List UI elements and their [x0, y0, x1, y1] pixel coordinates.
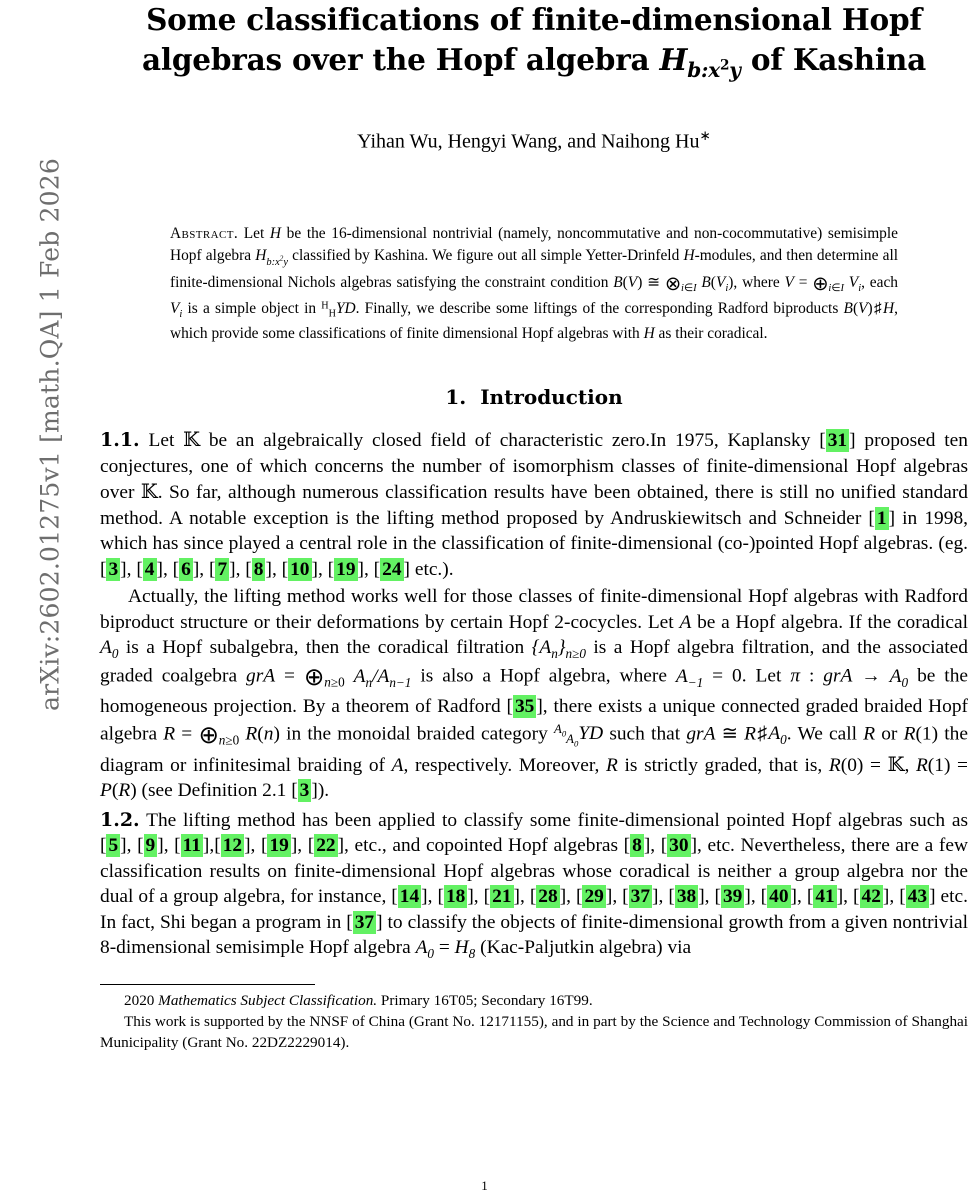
citation-19[interactable]: 19 [336, 558, 356, 580]
citation-37[interactable]: 37 [630, 886, 651, 908]
paragraph-number-1-1: 1.1. [100, 429, 140, 452]
citation-14[interactable]: 14 [399, 886, 420, 908]
citation-10[interactable]: 10 [290, 558, 310, 580]
math-A0-ydcat: $^{A_0}_{A_0}$YD [553, 722, 604, 749]
title-line-2: algebras over the Hopf algebra $H_{b:x^2y}$ of Kashina [141, 41, 927, 82]
paragraph-actually: Actually, the lifting method works well for those classes of finite-dimensional Hopf algebras with Radford biproduct structure or their deformations by certain Hopf 2-cocycles. Let A be a Hopf algebra. If the coradical $A_0$ is a Hopf subalgebra, then the coradical filtration $\{A_n\}_{n\ge 0}$ is a Hopf algebra filtration, and the associated graded coalgebra grA = $\oplus_{n\ge 0}$ $A_n/A_{n-1}$ is also a Hopf algebra, where $A_{-1} = 0$. Let π : grA → $A_0$ be the homogeneous projection. By a theorem of Radford [ 35 ], there exists a unique connected graded braided Hopf algebra $R = \oplus_{n\ge 0}$ R(n) in the monoidal braided category $^{A_0}_{A_0}$YD such that grA ≅ $R♯A_0$. We call R or R(1) the diagram or infinitesimal braiding of A, respectively. Moreover, R is strictly graded, that is, R(0) = 𝕂, R(1) = P(R) (see Definition 2.1 [ 3 ]). [100, 586, 968, 802]
page-number: 1 [481, 1178, 488, 1193]
citation-12[interactable]: 12 [222, 835, 243, 857]
citation-3b[interactable]: 3 [299, 780, 310, 802]
citation-22[interactable]: 22 [316, 835, 336, 857]
abstract-math-biproduct: B(V)♯H [843, 300, 895, 318]
citation-7[interactable]: 7 [217, 558, 228, 580]
citation-8b[interactable]: 8 [632, 835, 642, 857]
citation-43[interactable]: 43 [907, 886, 928, 908]
citation-6[interactable]: 6 [181, 558, 191, 580]
citation-3[interactable]: 3 [108, 558, 119, 580]
citation-4[interactable]: 4 [144, 558, 155, 580]
section-heading: 1. Introduction [445, 385, 623, 410]
citation-24[interactable]: 24 [382, 558, 402, 580]
abstract-label: Abstract. [170, 225, 239, 243]
citation-5[interactable]: 5 [108, 835, 119, 857]
citation-28[interactable]: 28 [538, 886, 558, 908]
citation-35[interactable]: 35 [514, 696, 535, 718]
citation-42[interactable]: 42 [861, 886, 881, 908]
citation-18[interactable]: 18 [445, 886, 466, 908]
citation-37b[interactable]: 37 [354, 911, 375, 933]
math-grA: grA [246, 665, 276, 687]
title-math-sub: b:x2y [687, 57, 741, 82]
footnote-divider [100, 984, 315, 985]
citation-40[interactable]: 40 [769, 886, 789, 908]
author-footnote-marker: ∗ [699, 127, 711, 143]
arxiv-stamp: arXiv:2602.01275v1 [math.QA] 1 Feb 2026 [35, 158, 65, 711]
abstract: Abstract. Let H be the 16-dimensional nontrivial (namely, noncommutative and non-cocommutative) semisimple Hopf algebra $H_{b:x^2y}$ classified by Kashina. We figure out all simple Yetter-Drinfeld H-modules, and then determine all finite-dimensional Nichols algebras satisfying the constraint condition B(V) ≅ $\otimes_{i\in I}$ $B(V_i)$, where $V = \oplus_{i\in I}$ $V_i$, each $V_i$ is a simple object in $^H_H$YD. Finally, we describe some liftings of the corresponding Radford biproducts B(V)♯H, which provide some classifications of finite dimensional Hopf algebras with H as their coradical. [170, 225, 898, 343]
citation-38[interactable]: 38 [676, 886, 697, 908]
math-filtration: $\{A_n\}_{n\ge 0}$ [531, 637, 586, 662]
citation-9[interactable]: 9 [145, 835, 156, 857]
citation-21[interactable]: 21 [492, 886, 512, 908]
paragraph-1-1: 1.1. Let 𝕂 be an algebraically closed field of characteristic zero.In 1975, Kaplansky [ 31 ] proposed ten conjectures, one of which concerns the number of isomorphism classes of finite-dimensional Hopf algebras over 𝕂. So far, although numerous classification results have been obtained, there is still no unified standard method. A notable exception is the lifting method proposed by Andruskiewitsch and Schneider [ 1 ] in 1998, which has since played a central role in the classification of finite-dimensional (co-)pointed Hopf algebras. (eg. [ 3 ], [ 4 ], [ 6 ], [ 7 ], [ 8 ], [ 10 ], [ 19 ], [ 24 ] etc.). [100, 428, 968, 580]
citation-30[interactable]: 30 [669, 835, 689, 857]
citation-8[interactable]: 8 [253, 558, 264, 580]
citation-1[interactable]: 1 [876, 507, 887, 529]
paragraph-1-2: 1.2. The lifting method has been applied to classify some finite-dimensional pointed Hopf algebras such as [ 5 ], [ 9 ], [ 11 ],[ 12 ], [ 19 ], [ 22 ], etc., and copointed Hopf algebras [ 8 ], [ 30 ], etc. Nevertheless, there are a few classification results on finite-dimensional Hopf algebras whose coradical is neither a group algebra nor the dual of a group algebra, for instance, [ 14 ], [ 18 ], [ 21 ], [ 28 ], [ 29 ], [ 37 ], [ 38 ], [ 39 ], [ 40 ], [ 41 ], [ 42 ], [ 43 ] etc. In fact, Shi began a program in [ 37 ] to classify the objects of finite-dimensional growth from a given nontrivial 8-dimensional semisimple Hopf algebra $A_0 = H_8$ (Kac-Paljutkin algebra) via [100, 808, 969, 962]
title-line-1: Some classifications of finite-dimensional Hopf [146, 2, 922, 37]
citation-41[interactable]: 41 [815, 886, 835, 908]
footnotes [100, 991, 968, 1053]
abstract-math-Hbx2y: $H_{b:x^2y}$ [255, 247, 288, 268]
paper-content [100, 0, 968, 1054]
abstract-math-nichols: B(V) ≅ $\otimes_{i\in I}$ $B(V_i)$ [613, 273, 734, 295]
footnote-msc: 2020 Mathematics Subject Classification. Primary 16T05; Secondary 16T99. [124, 992, 593, 1010]
footnote-funding: This work is supported by the NNSF of China (Grant No. 12171155), and in part by the Science and Technology Commission of Shanghai Municipality (Grant No. 22DZ2229014). [100, 1013, 968, 1051]
abstract-math-ydcat: $^H_H$YD [321, 300, 356, 320]
citation-29[interactable]: 29 [584, 886, 604, 908]
authors: Yihan Wu, Hengyi Wang, and Naihong Hu∗ [357, 127, 711, 153]
citation-19b[interactable]: 19 [269, 835, 289, 857]
citation-31[interactable]: 31 [827, 430, 848, 452]
citation-39[interactable]: 39 [722, 886, 743, 908]
title-math-H: H [659, 41, 688, 77]
math-K: 𝕂 [183, 428, 201, 452]
paragraph-number-1-2: 1.2. [100, 808, 140, 831]
citation-11[interactable]: 11 [182, 835, 201, 857]
page-title [100, 0, 968, 84]
